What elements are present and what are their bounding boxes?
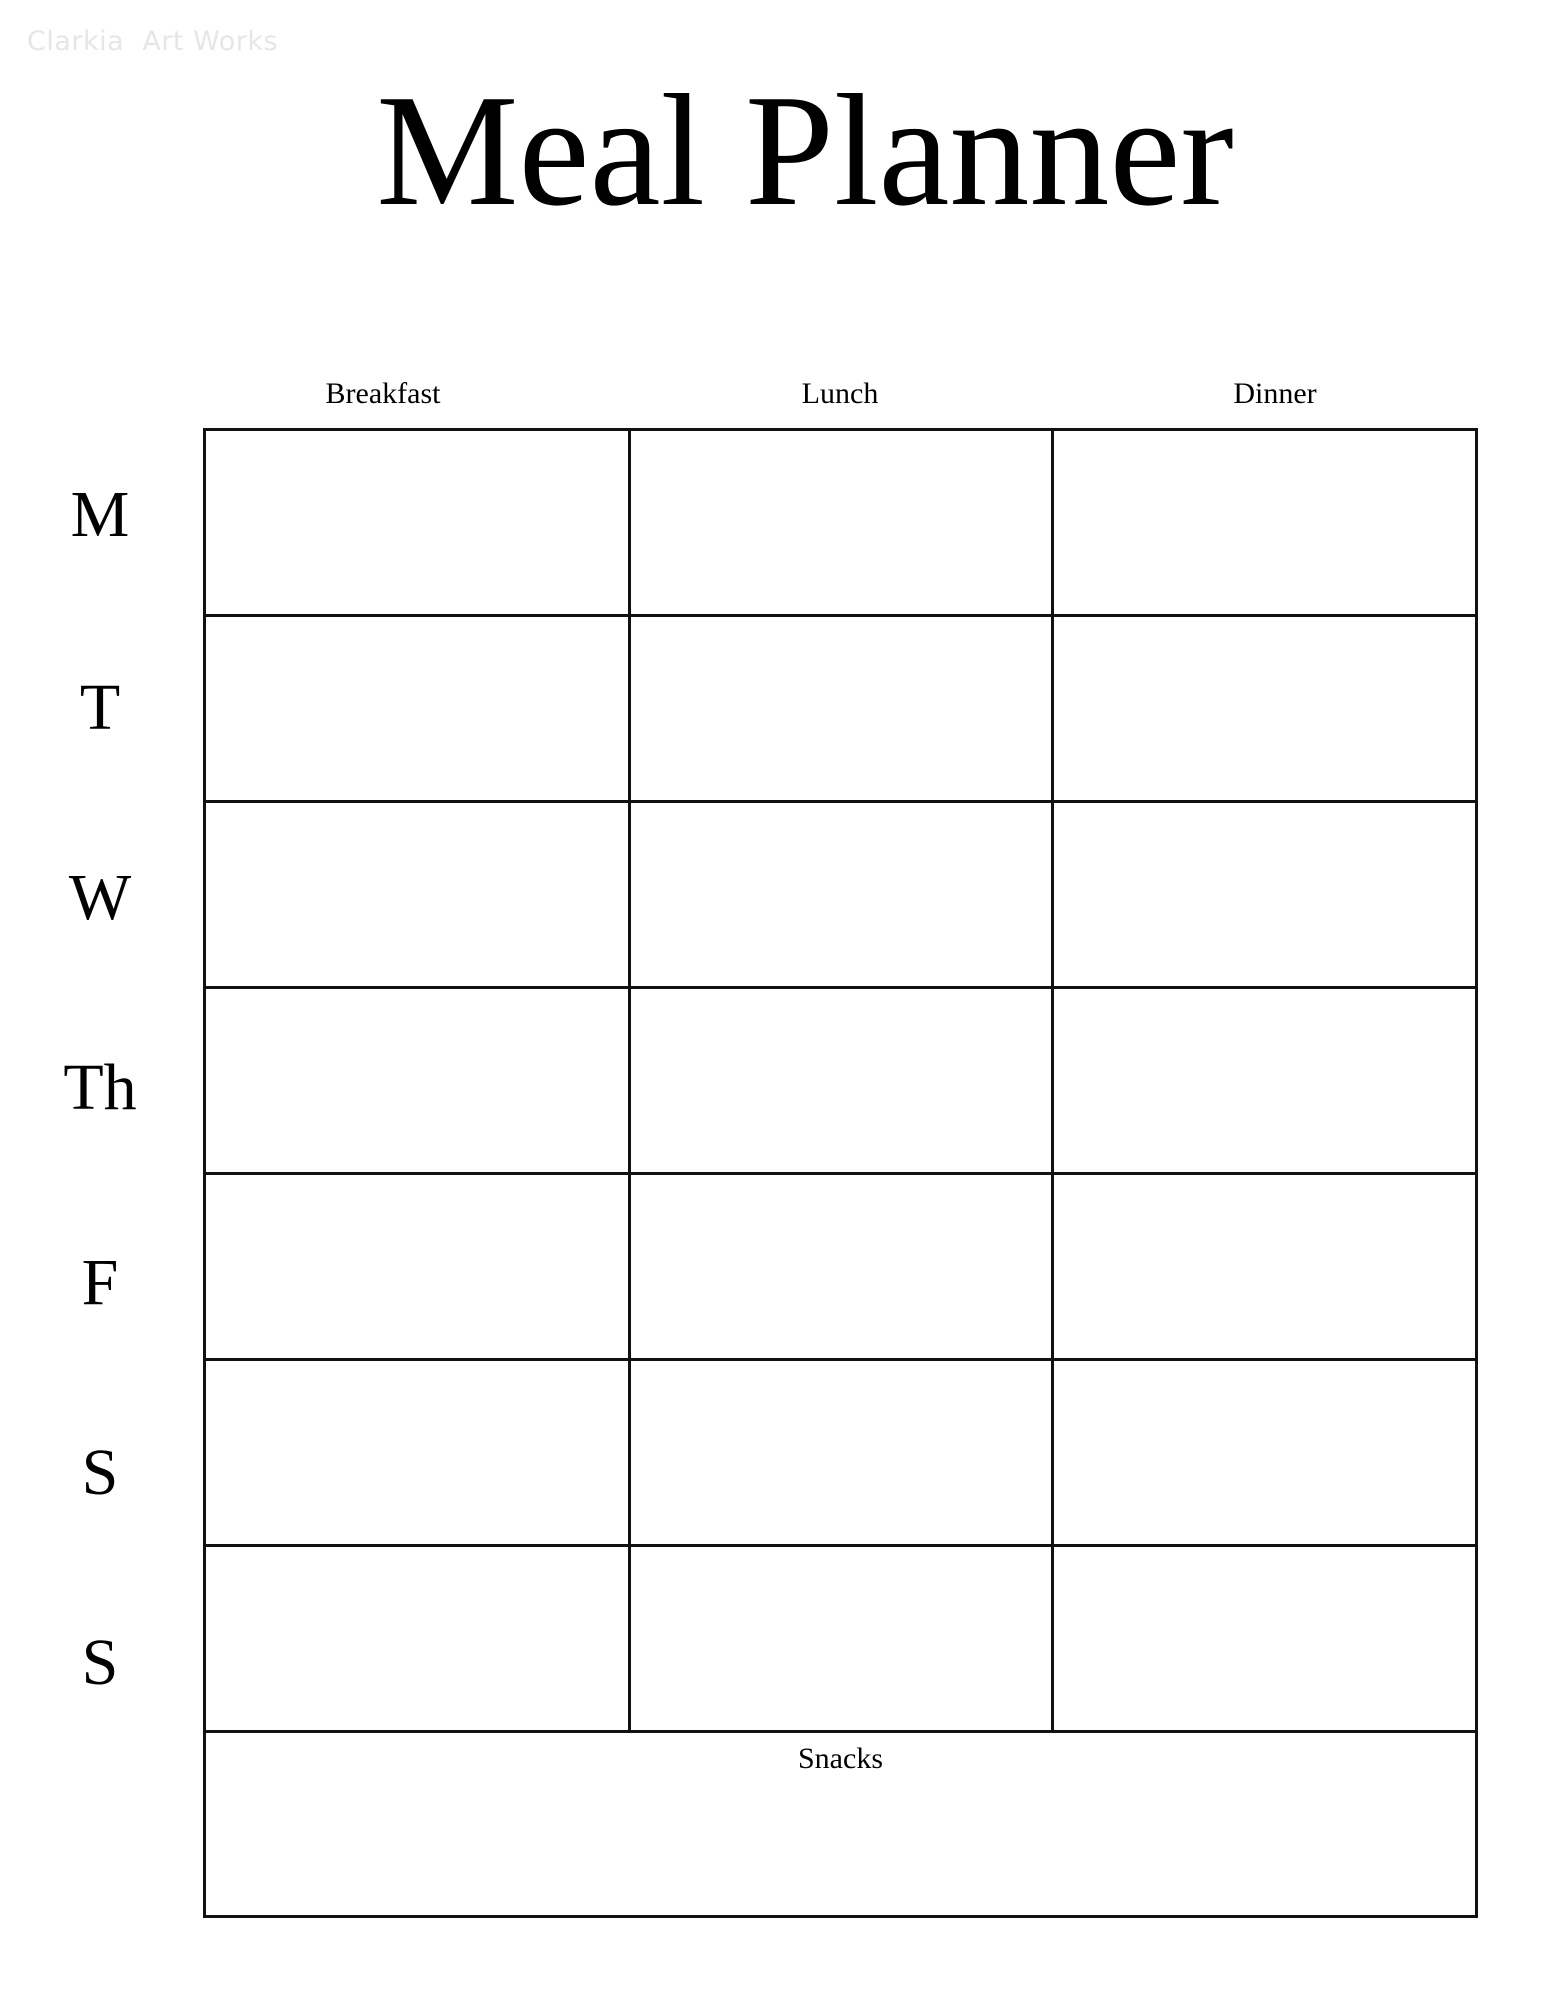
meal-cell-saturday-breakfast[interactable] xyxy=(206,1361,631,1547)
day-label-friday: F xyxy=(81,1246,119,1319)
meal-cell-tuesday-lunch[interactable] xyxy=(631,617,1054,803)
day-label-sunday: S xyxy=(81,1626,119,1699)
meal-cell-saturday-lunch[interactable] xyxy=(631,1361,1054,1547)
snacks-box[interactable] xyxy=(206,1733,1475,1915)
meal-cell-monday-breakfast[interactable] xyxy=(206,431,631,617)
meal-cell-thursday-lunch[interactable] xyxy=(631,989,1054,1175)
meal-cell-tuesday-dinner[interactable] xyxy=(1054,617,1475,803)
column-header-lunch: Lunch xyxy=(801,377,879,410)
day-label-thursday: Th xyxy=(63,1051,137,1124)
day-label-monday: M xyxy=(70,478,130,551)
watermark-text: Clarkia Art Works xyxy=(27,26,279,57)
meal-cell-saturday-dinner[interactable] xyxy=(1054,1361,1475,1547)
meal-cell-thursday-breakfast[interactable] xyxy=(206,989,631,1175)
meal-cell-monday-dinner[interactable] xyxy=(1054,431,1475,617)
meal-cell-wednesday-breakfast[interactable] xyxy=(206,803,631,989)
meal-cell-wednesday-lunch[interactable] xyxy=(631,803,1054,989)
meal-grid xyxy=(203,428,1478,1918)
column-header-dinner: Dinner xyxy=(1233,377,1317,410)
day-label-saturday: S xyxy=(81,1436,119,1509)
day-label-tuesday: T xyxy=(79,671,121,744)
page-title: Meal Planner xyxy=(376,61,1234,239)
meal-cell-sunday-breakfast[interactable] xyxy=(206,1547,631,1733)
meal-cell-friday-dinner[interactable] xyxy=(1054,1175,1475,1361)
meal-cell-wednesday-dinner[interactable] xyxy=(1054,803,1475,989)
column-header-breakfast: Breakfast xyxy=(325,377,441,410)
meal-cell-thursday-dinner[interactable] xyxy=(1054,989,1475,1175)
meal-cell-friday-lunch[interactable] xyxy=(631,1175,1054,1361)
snacks-label: Snacks xyxy=(798,1742,883,1775)
meal-cell-sunday-dinner[interactable] xyxy=(1054,1547,1475,1733)
meal-cell-monday-lunch[interactable] xyxy=(631,431,1054,617)
meal-cell-friday-breakfast[interactable] xyxy=(206,1175,631,1361)
meal-cell-tuesday-breakfast[interactable] xyxy=(206,617,631,803)
day-label-wednesday: W xyxy=(68,861,132,934)
meal-cell-sunday-lunch[interactable] xyxy=(631,1547,1054,1733)
